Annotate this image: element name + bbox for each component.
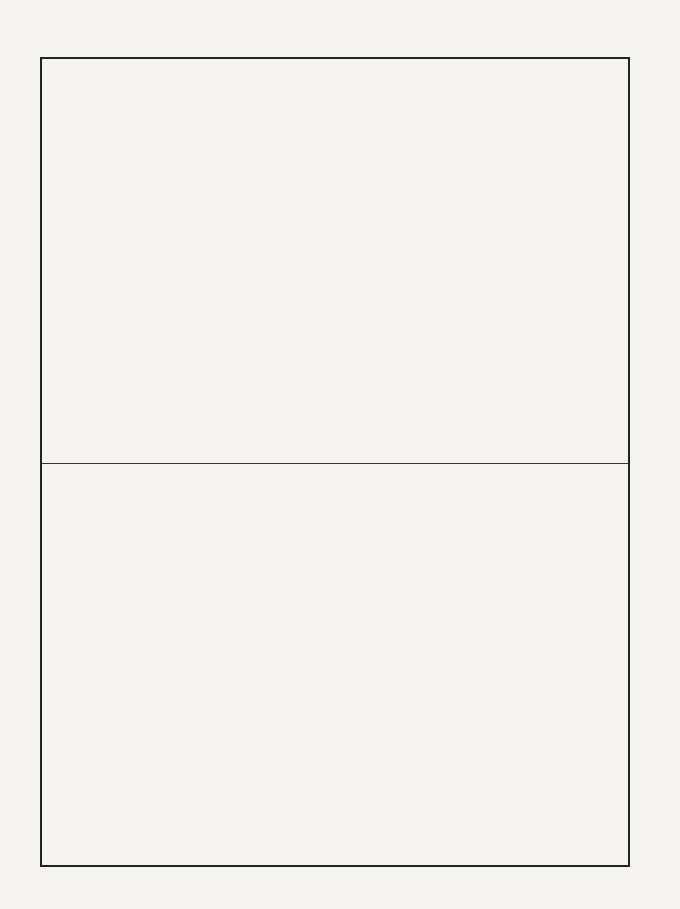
page-frame — [40, 57, 630, 867]
bottom-half — [52, 477, 622, 863]
top-half — [52, 73, 622, 463]
